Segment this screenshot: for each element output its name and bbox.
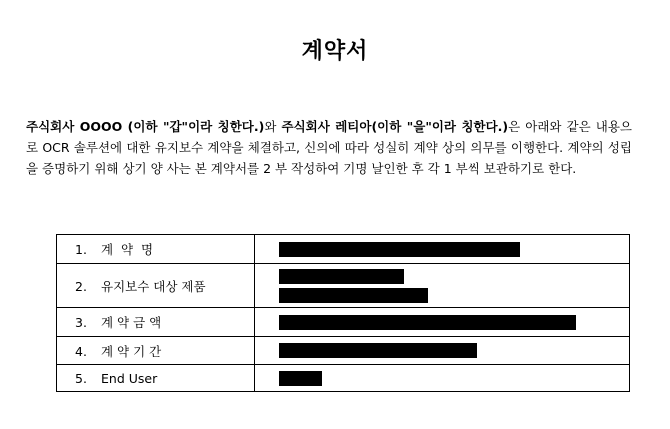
row-value-cell	[255, 365, 630, 392]
row-value-cell	[255, 264, 630, 308]
intro-body-text: 은 아래와 같은 내용으로 OCR 솔루션에 대한 유지보수 계약을 체결하고, 신의에 따라 성실히 계약 상의 의무를 이행한다. 계약의 성립을 증명하기 위해 상기 양 사는 본 계약서를 2 부 작성하여 기명 날인한 후 각 1 부씩 보관하기로 한다.	[26, 119, 632, 176]
redaction-bar	[279, 269, 404, 284]
row-label-cell	[57, 235, 255, 264]
row-label: End User	[101, 370, 158, 386]
table-row-end-user	[57, 365, 630, 392]
row-label-cell	[57, 337, 255, 365]
table-row-contract-name	[57, 235, 630, 264]
redaction-bar	[279, 343, 477, 358]
row-value-cell	[255, 308, 630, 337]
row-label-cell	[57, 308, 255, 337]
row-label-cell	[57, 365, 255, 392]
row-label-cell	[57, 264, 255, 308]
row-label: 계 약 금 액	[101, 315, 162, 330]
row-value-cell	[255, 337, 630, 365]
row-label: 계 약 명	[101, 242, 154, 257]
row-number: 1.	[75, 242, 87, 257]
row-label: 유지보수 대상 제품	[101, 278, 206, 294]
redaction-bar	[279, 371, 322, 386]
document-title: 계약서	[301, 39, 369, 64]
row-number: 4.	[75, 343, 87, 359]
redaction-bar	[279, 315, 576, 330]
row-number: 2.	[75, 278, 87, 294]
contract-terms-table	[56, 234, 630, 392]
row-label: 계 약 기 간	[101, 343, 162, 359]
intro-paragraph	[26, 116, 632, 179]
table-row-maintenance-product	[57, 264, 630, 308]
party-a-text: 주식회사 OOOO (이하 "갑"이라 칭한다.)	[26, 119, 265, 134]
table-row-contract-amount	[57, 308, 630, 337]
row-value-cell	[255, 235, 630, 264]
party-b-text: 주식회사 레티아(이하 "을"이라 칭한다.)	[281, 119, 509, 134]
row-number: 3.	[75, 315, 87, 330]
row-number: 5.	[75, 370, 87, 386]
table-row-contract-period	[57, 337, 630, 365]
conjunction-text: 와	[264, 119, 282, 134]
redaction-bar	[279, 288, 428, 303]
redaction-bar	[279, 242, 520, 257]
